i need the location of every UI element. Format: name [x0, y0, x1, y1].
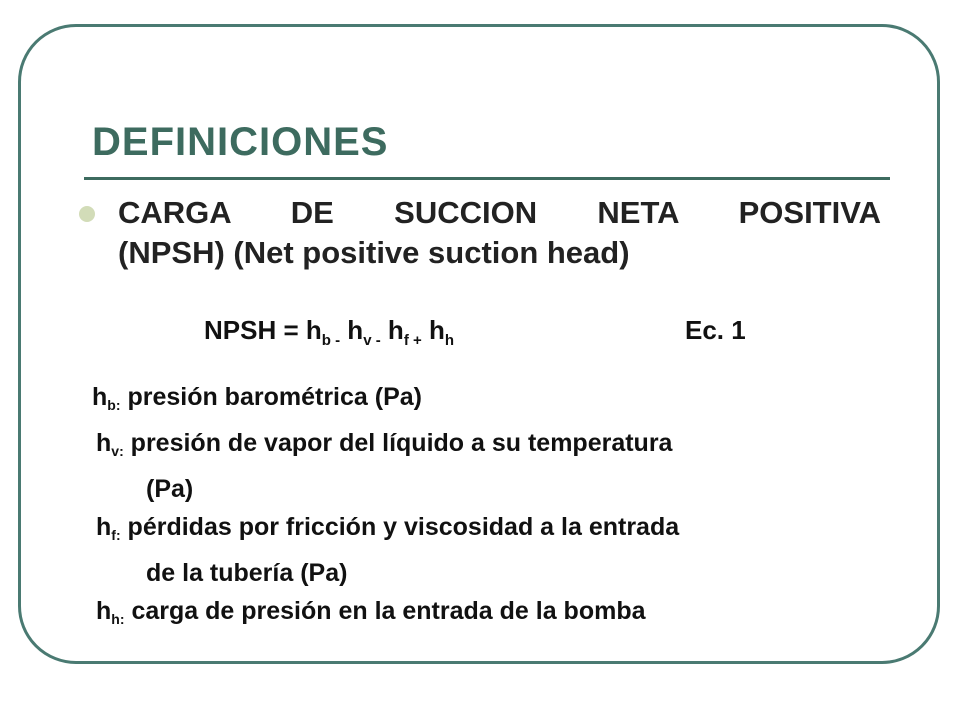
npsh-equation: [204, 315, 454, 349]
eq-hf-sub: f +: [403, 332, 422, 349]
eq-hh-sub: h: [444, 332, 455, 349]
slide-title: DEFINICIONES: [92, 120, 389, 164]
eq-hb-sub: b -: [321, 332, 341, 349]
def-var: h: [96, 429, 112, 457]
bullet-icon: [79, 206, 95, 222]
def-sub: b:: [107, 397, 121, 413]
definition-hv: [96, 424, 892, 508]
def-var: h: [92, 383, 108, 411]
definition-hb: [92, 378, 892, 424]
def-text: pérdidas por fricción y viscosidad a la entrada: [120, 513, 680, 541]
def-text: carga de presión en la entrada de la bomba: [124, 597, 646, 625]
eq-hv: h: [340, 315, 364, 345]
eq-lhs: NPSH = h: [204, 315, 322, 345]
def-sub: v:: [111, 443, 124, 459]
def-text: presión de vapor del líquido a su temperatura: [123, 429, 673, 457]
def-var: h: [96, 597, 112, 625]
eq-hf: h: [380, 315, 404, 345]
def-var: h: [96, 513, 112, 541]
bullet-line-1: CARGA DE SUCCION NETA POSITIVA: [118, 195, 881, 230]
def-continuation: (Pa): [146, 475, 194, 503]
def-sub: h:: [111, 611, 125, 627]
bullet-text: [118, 193, 881, 273]
definition-hf: [96, 508, 892, 592]
bullet-line-2: (NPSH) (Net positive suction head): [118, 235, 630, 270]
eq-hh: h: [421, 315, 445, 345]
definitions-list: [92, 378, 892, 638]
def-text: presión barométrica (Pa): [120, 383, 422, 411]
def-sub: f:: [111, 527, 121, 543]
equation-number: Ec. 1: [685, 315, 746, 345]
definition-hh: [96, 592, 892, 638]
title-underline: [84, 177, 890, 180]
def-continuation: de la tubería (Pa): [146, 559, 348, 587]
eq-hv-sub: v -: [363, 332, 381, 349]
